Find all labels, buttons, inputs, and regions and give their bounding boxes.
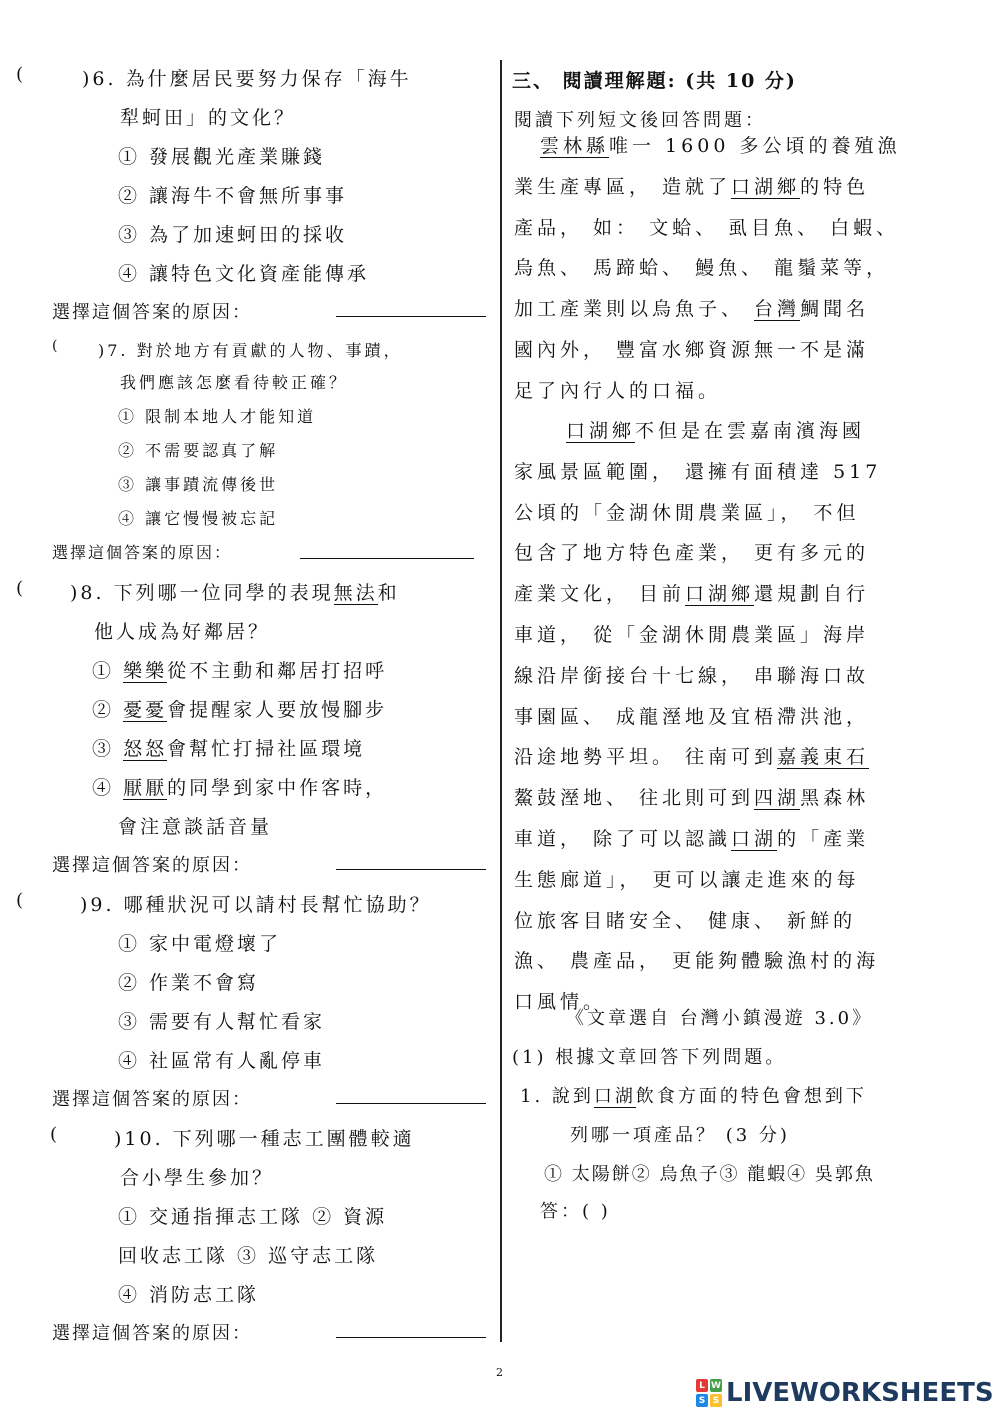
q10-options-line1: ① 交通指揮志工隊 ② 資源 bbox=[118, 1206, 388, 1228]
p1-line4: 烏魚、 馬蹄蛤、 鰻魚、 龍鬚菜等， bbox=[514, 257, 890, 280]
q7-option-2: ② 不需要認真了解 bbox=[118, 441, 279, 460]
logo-tile-3: S bbox=[696, 1394, 708, 1407]
p2-line10-b: 黑森林 bbox=[800, 787, 870, 810]
q6-option-2: ② 讓海牛不會無所事事 bbox=[118, 185, 348, 207]
q7-stem-line2: 我們應該怎麼看待較正確？ bbox=[120, 373, 349, 392]
p2-line7: 線沿岸銜接台十七線， 串聯海口故 bbox=[514, 664, 870, 687]
p1-line6: 國內外， 豐富水鄉資源無一不是滿 bbox=[514, 338, 870, 361]
answer-paren-q6[interactable]: ( bbox=[16, 64, 24, 85]
q8-option-4 bbox=[92, 773, 387, 800]
q8-option-1-text: 從不主動和鄰居打招呼 bbox=[167, 660, 388, 682]
q8-option-3 bbox=[92, 734, 365, 761]
p2-line11-b: 的「產業 bbox=[777, 827, 870, 850]
q7-option-3: ③ 讓事蹟流傳後世 bbox=[118, 475, 279, 494]
p2-line5-b: 還規劃自行 bbox=[754, 583, 870, 606]
p2-line3: 公頃的「金湖休閒農業區」， 不但 bbox=[514, 501, 860, 524]
q10-stem-line1: )10. 下列哪一種志工團體較適 bbox=[114, 1128, 415, 1150]
p2-line8: 事園區、 成龍溼地及宜梧滯洪池， bbox=[514, 705, 870, 728]
column-divider bbox=[500, 60, 502, 1342]
rq1-stem-b: 飲食方面的特色會想到下 bbox=[635, 1086, 867, 1107]
p2-line5-a: 產業文化， 目前 bbox=[514, 583, 686, 606]
section-title: 三、 閱讀理解題: (共 10 分) bbox=[512, 70, 797, 92]
sub-question-heading: (1) 根據文章回答下列問題。 bbox=[512, 1047, 787, 1068]
q8-stem-line2: 他人成為好鄰居？ bbox=[94, 621, 271, 643]
logo-tile-1: L bbox=[696, 1379, 708, 1392]
place-kouhu-2: 口湖鄉 bbox=[566, 420, 636, 442]
passage-paragraph-1 bbox=[514, 126, 900, 412]
liveworksheets-logo bbox=[696, 1378, 994, 1408]
place-sihu: 四湖 bbox=[754, 787, 801, 810]
q10-options-line3: ④ 消防志工隊 bbox=[118, 1284, 260, 1306]
q7-stem-line1: )7. 對於地方有貢獻的人物、事蹟， bbox=[98, 341, 403, 360]
p1-line3: 產品， 如： 文蛤、 虱目魚、 白蝦、 bbox=[514, 216, 900, 239]
answer-paren-q10[interactable]: ( bbox=[50, 1124, 58, 1145]
q8-option-1 bbox=[92, 656, 387, 683]
p1-line7: 足了內行人的口福。 bbox=[514, 379, 722, 402]
q8-option-3-text: 會幫忙打掃社區環境 bbox=[167, 738, 366, 760]
place-kouhu-5: 口湖 bbox=[593, 1086, 636, 1107]
p2-line12: 生態廊道」， 更可以讓走進來的每 bbox=[514, 868, 860, 891]
logo-tile-2: W bbox=[711, 1380, 721, 1391]
answer-paren-q8[interactable]: ( bbox=[16, 578, 24, 599]
q8-option-2-number: ② bbox=[92, 699, 115, 721]
place-kouhu-3: 口湖鄉 bbox=[685, 583, 755, 606]
rq1-options: ① 太陽餅② 烏魚子③ 龍蝦④ 吳郭魚 bbox=[544, 1164, 875, 1185]
q8-option-1-number: ① bbox=[92, 660, 115, 682]
rq1-stem-line2: 列哪一項產品？ (3 分) bbox=[570, 1125, 790, 1146]
p2-line9-a: 沿途地勢平坦。 往南可到 bbox=[514, 746, 778, 769]
q8-option-3-name: 怒怒 bbox=[123, 738, 168, 760]
p1-line2-b: 的特色 bbox=[800, 175, 870, 198]
q6-stem-line1: )6. 為什麼居民要努力保存「海牛 bbox=[82, 68, 412, 90]
passage-paragraph-2 bbox=[514, 411, 881, 1023]
rq1-answer-field[interactable]: 答：( ) bbox=[540, 1201, 611, 1222]
q8-option-4-number: ④ bbox=[92, 777, 115, 799]
q6-option-1: ① 發展觀光產業賺錢 bbox=[118, 146, 326, 168]
rq1-stem-a: 1. 說到 bbox=[520, 1086, 594, 1107]
q8-option-2-name: 憂憂 bbox=[123, 699, 168, 721]
q8-option-3-number: ③ bbox=[92, 738, 115, 760]
q8-option-4-name: 厭厭 bbox=[123, 777, 168, 799]
answer-paren-q9[interactable]: ( bbox=[16, 890, 24, 911]
p2-line13: 位旅客目睹安全、 健康、 新鮮的 bbox=[514, 909, 857, 932]
q8-option-2 bbox=[92, 695, 387, 722]
p2-line4: 包含了地方特色產業， 更有多元的 bbox=[514, 542, 870, 565]
passage-source: 《文章選自 台灣小鎮漫遊 3.0》 bbox=[566, 1008, 874, 1029]
q8-stem-part-b: 和 bbox=[377, 582, 400, 604]
liveworksheets-wordmark: LIVEWORKSHEETS bbox=[726, 1378, 994, 1408]
q9-option-3: ③ 需要有人幫忙看家 bbox=[118, 1011, 326, 1033]
p1-line2-a: 業生產專區， 造就了 bbox=[514, 175, 732, 198]
answer-paren-q7[interactable]: ( bbox=[52, 338, 58, 354]
q10-reason-blank[interactable] bbox=[336, 1319, 486, 1338]
q6-reason-label: 選擇這個答案的原因： bbox=[52, 302, 252, 323]
q8-stem-part-a: )8. 下列哪一位同學的表現 bbox=[70, 582, 334, 604]
q8-option-1-name: 樂樂 bbox=[123, 660, 168, 682]
q9-option-2: ② 作業不會寫 bbox=[118, 972, 260, 994]
place-chiayi-dongshi: 嘉義東石 bbox=[777, 746, 870, 769]
q10-stem-line2: 合小學生參加？ bbox=[120, 1167, 275, 1189]
p2-line15: 口風情。 bbox=[514, 991, 607, 1014]
page-number: 2 bbox=[496, 1366, 503, 1379]
q7-reason-blank[interactable] bbox=[300, 540, 474, 559]
q7-option-4: ④ 讓它慢慢被忘記 bbox=[118, 509, 279, 528]
liveworksheets-icon bbox=[696, 1379, 722, 1407]
q7-option-1: ① 限制本地人才能知道 bbox=[118, 407, 317, 426]
q8-stem-line1 bbox=[70, 578, 400, 605]
q7-reason-label: 選擇這個答案的原因： bbox=[52, 543, 233, 562]
reading-instruction: 閱讀下列短文後回答問題： bbox=[514, 110, 766, 131]
q8-reason-blank[interactable] bbox=[336, 851, 486, 870]
place-kouhu-4: 口湖 bbox=[731, 827, 778, 850]
p2-line1: 不但是在雲嘉南濱海國 bbox=[635, 420, 866, 442]
q9-reason-label: 選擇這個答案的原因： bbox=[52, 1089, 252, 1110]
rq1-stem-line1 bbox=[520, 1082, 867, 1108]
q6-stem-line2: 犁蚵田」的文化？ bbox=[120, 107, 297, 129]
q8-option-4-text: 的同學到家中作客時， bbox=[167, 777, 388, 799]
p2-line11-a: 車道， 除了可以認識 bbox=[514, 827, 732, 850]
q8-stem-underlined: 無法 bbox=[333, 582, 378, 604]
q6-option-4: ④ 讓特色文化資產能傳承 bbox=[118, 263, 370, 285]
p1-line5-a: 加工產業則以烏魚子、 bbox=[514, 298, 755, 321]
place-taiwan: 台灣 bbox=[754, 298, 801, 321]
p2-line14: 漁、 農產品， 更能夠體驗漁村的海 bbox=[514, 950, 880, 973]
q9-reason-blank[interactable] bbox=[336, 1085, 486, 1104]
q6-option-3: ③ 為了加速蚵田的採收 bbox=[118, 224, 348, 246]
q8-reason-label: 選擇這個答案的原因： bbox=[52, 855, 252, 876]
q9-option-4: ④ 社區常有人亂停車 bbox=[118, 1050, 326, 1072]
q8-option-2-text: 會提醒家人要放慢腳步 bbox=[167, 699, 388, 721]
q10-reason-label: 選擇這個答案的原因： bbox=[52, 1323, 252, 1344]
q10-options-line2: 回收志工隊 ③ 巡守志工隊 bbox=[118, 1245, 379, 1267]
q9-stem-line1: )9. 哪種狀況可以請村長幫忙協助？ bbox=[80, 894, 432, 916]
q9-option-1: ① 家中電燈壞了 bbox=[118, 933, 282, 955]
place-yunlin: 雲林縣 bbox=[540, 135, 610, 157]
p1-line1: 唯一 1600 多公頃的養殖漁 bbox=[609, 135, 901, 157]
place-kouhu-1: 口湖鄉 bbox=[731, 175, 801, 198]
p2-line6: 車道， 從「金湖休閒農業區」海岸 bbox=[514, 623, 870, 646]
q6-reason-blank[interactable] bbox=[336, 298, 486, 317]
p2-line10: 鰲鼓溼地、 往北則可到 bbox=[514, 787, 755, 810]
logo-tile-4: S bbox=[710, 1394, 722, 1407]
q8-option-4-line2: 會注意談話音量 bbox=[118, 816, 273, 838]
p1-line5-b: 鯛聞名 bbox=[800, 298, 870, 321]
p2-line2: 家風景區範圍， 還擁有面積達 517 bbox=[514, 460, 882, 483]
